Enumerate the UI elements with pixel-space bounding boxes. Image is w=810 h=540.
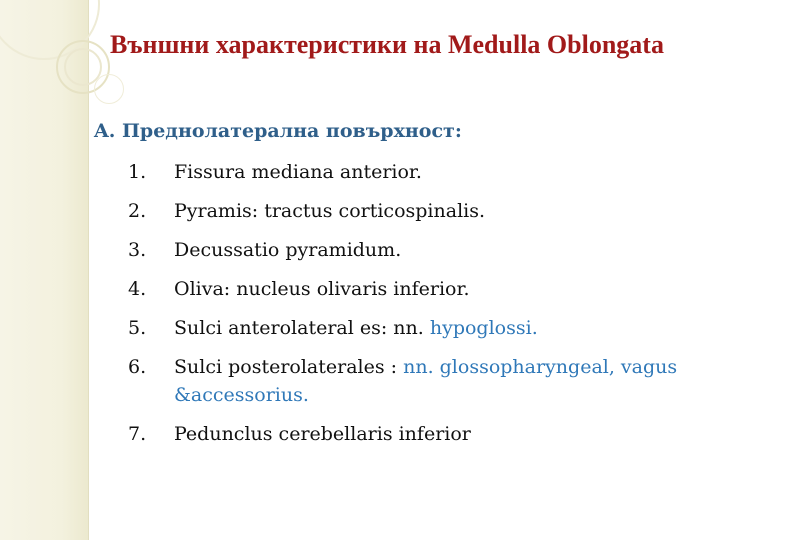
item-text [174, 314, 788, 342]
item-text [174, 236, 788, 264]
item-text [174, 275, 788, 303]
item-number: 5. [128, 317, 147, 339]
item-text-main: Pedunclus cerebellaris inferior [174, 423, 471, 445]
slide-title: Външни характеристики на Medulla Oblongata [110, 30, 664, 59]
list-item [128, 314, 788, 342]
item-text-main: Decussatio pyramidum. [174, 239, 402, 261]
item-number: 7. [128, 423, 147, 445]
item-text [174, 158, 788, 186]
item-text-main: Sulci anterolateral es: nn. [174, 317, 430, 339]
item-text [174, 353, 788, 409]
list-item [128, 236, 788, 264]
section-subtitle: A. Преднолатерална повърхност: [94, 120, 462, 142]
item-number: 3. [128, 239, 147, 261]
item-number: 1. [128, 161, 147, 183]
list-item [128, 420, 788, 448]
decorative-circle [94, 74, 124, 104]
item-text-main: Oliva: nucleus olivaris inferior. [174, 278, 470, 300]
item-text [174, 197, 788, 225]
item-text-highlight: hypoglossi. [429, 317, 538, 339]
item-number: 2. [128, 200, 147, 222]
item-text-main: Fissura mediana anterior. [174, 161, 422, 183]
feature-list [128, 158, 788, 459]
item-number: 4. [128, 278, 147, 300]
list-item [128, 197, 788, 225]
list-item [128, 275, 788, 303]
list-item [128, 158, 788, 186]
item-number: 6. [128, 356, 147, 378]
item-text-main: Pyramis: tractus corticospinalis. [174, 200, 486, 222]
item-text-main: Sulci posterolaterales : [174, 356, 404, 378]
item-text [174, 420, 788, 448]
item-text-highlight: nn. glossopharyngeal, vagus &accessorius. [174, 356, 678, 406]
list-item [128, 353, 788, 409]
